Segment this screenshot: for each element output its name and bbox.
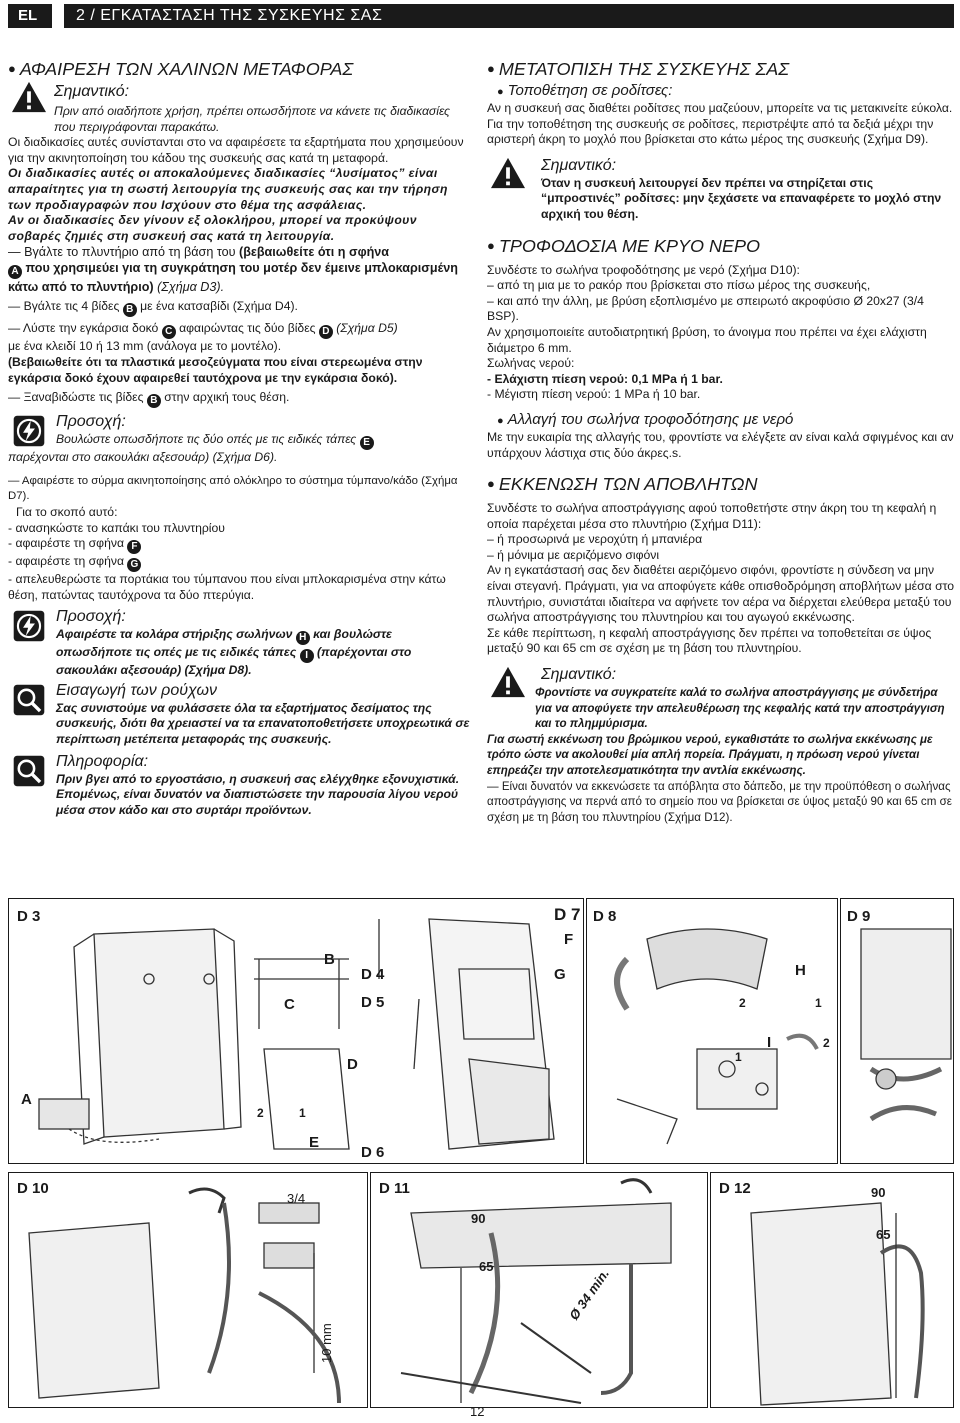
height-90-d12: 90: [871, 1185, 886, 1200]
callout-c: C: [284, 996, 295, 1013]
important-title: Σημαντικό:: [54, 83, 130, 100]
callout-a: A: [21, 1091, 32, 1108]
language-tab: EL: [8, 4, 52, 28]
figure-d8: [586, 898, 838, 1164]
magnifier-icon: [10, 683, 48, 717]
fig-label-d5: D 5: [361, 994, 385, 1011]
section-title-moving: ● ΜΕΤΑΤΟΠΙΣΗ ΤΗΣ ΣΥΣΚΕΥΗΣ ΣΑΣ: [487, 59, 790, 79]
caution-title-1: Προσοχή:: [56, 413, 126, 431]
label-three-quarter: 3/4: [287, 1191, 306, 1206]
section-title-cold-water: ● ΤΡΟΦΟΔΟΣΙΑ ΜΕ ΚΡΥΟ ΝΕΡΟ: [487, 235, 761, 256]
info-text: Πριν βγει από το εργοστάσιο, η συσκευή σας ελέγχθηκε εξονυχιστικά. Επομένως, είναι δυνατόν να διαπιστώσετε την παρουσία λίγου νερού μέσα στον κάδο και στο συρτάρι προϊόντων.: [56, 771, 460, 817]
fig-label-d9: D 9: [847, 908, 871, 925]
para-wheels-2: Για την τοποθέτηση της συσκευής σε ροδίτσες, περιστρέψτε από τα δεξιά μέχρι την αριστερή άκρη το μοχλό που βρίσκεται στο κάτω μέρος της συσκευής (Σχήμα D9).: [487, 116, 934, 147]
left-column: [8, 58, 470, 818]
list-siphon: – ή μόνιμα με αεριζόμενο σιφόνι: [487, 547, 660, 562]
illustration-hose-clamp: [587, 899, 838, 1164]
list-lift-lid: - ανασηκώστε το καπάκι του πλυντηρίου: [8, 520, 225, 535]
marker-f: F: [127, 540, 141, 554]
storage-note: [8, 681, 470, 748]
step-crossbar: — Λύστε την εγκάρσια δοκό C αφαιρώντας τις δύο βίδες D (Σχήμα D5) με ένα κλειδί 10 ή 13 mm (ανάλογα με το μοντέλο).: [8, 321, 398, 354]
step-remove-screws: — Βγάλτε τις 4 βίδες B με ένα κατσαβίδι (Σχήμα D4).: [8, 299, 298, 316]
caution-title-2: Προσοχή:: [56, 608, 126, 626]
fig-label-d12: D 12: [719, 1180, 751, 1197]
d8-num-1a: 1: [815, 996, 822, 1010]
d8-num-2b: 2: [823, 1036, 830, 1050]
subtitle-wheels: ● Τοποθέτηση σε ροδίτσες:: [497, 82, 673, 99]
marker-a: A: [8, 265, 22, 279]
d8-num-2a: 2: [739, 996, 746, 1010]
list-tap: – και από την άλλη, με βρύση εξοπλισμένο με σπειρωτό ακροφύσιο Ø 20x27 (3/4 BSP).: [487, 293, 924, 324]
page-number: 12: [470, 1404, 485, 1419]
num-1: 1: [299, 1106, 306, 1120]
important-text: Πριν από οιαδήποτε χρήση, πρέπει οπωσδήποτε να κάνετε τις διαδικασίες που περιγράφονται παρακάτω.: [54, 104, 450, 134]
list-rear-fitting: – από τη μια με το ρακόρ που βρίσκεται στο πίσω μέρος της συσκευής,: [487, 278, 871, 293]
caution-note-1: [8, 412, 470, 450]
list-wedge-g: - αφαιρέστε τη σφήνα G: [8, 554, 470, 572]
callout-h: H: [795, 962, 806, 979]
magnifier-icon: [10, 754, 48, 788]
illustration-washer-unpacking: [9, 899, 584, 1164]
callout-b: B: [324, 951, 335, 968]
para-unlocking: Οι διαδικασίες αυτές οι αποκαλούμενες διαδικασίες “λυσίματος” είναι απαραίτητες για τη σωστή λειτουργία της συσκευής σας και την τήρηση των προδιαγραφών που Ισχύουν στο θέμα της ασφάλειας.: [8, 166, 448, 212]
storage-text: Σας συνιστούμε να φυλάσσετε όλα τα εξαρτήματος δεσίματος της συσκευής, διότι θα χρειαστεί να τα επανατοποθετήσετε υποχρεωτικά σε περίπτωση μετέπειτα μεταφοράς της συσκευής.: [56, 700, 470, 747]
callout-e: E: [309, 1134, 320, 1151]
illustration-wheels-lever: [841, 899, 954, 1164]
section-title-transport: ● ΑΦΑΙΡΕΣΗ ΤΩΝ ΧΑΛΙΝΩΝ ΜΕΤΑΦΟΡΑΣ: [8, 59, 354, 79]
warning-icon: [489, 156, 527, 190]
marker-b2: B: [147, 394, 161, 408]
para-floor-drain: — Είναι δυνατόν να εκκενώσετε τα απόβλητα στο δάπεδο, με την προϋπόθεση ο σωλήνας αποστράγγισης να περνά από το σημείο που να βρίσκεται σε ύψος μεταξύ 90 και 65 cm σε σχέση με τη βάση του πλυντηρίου (Σχήμα D12).: [487, 779, 952, 824]
para-hose-change: Με την ευκαιρία της αλλαγής του, φροντίστε να ελέγξετε αν είναι καλά σφιγμένος και αν υπάρχουν λάστιχα στις δύο άκρες.s.: [487, 429, 954, 460]
figure-d3-d6: [8, 898, 584, 1164]
callout-i: I: [767, 1034, 772, 1051]
storage-title: Εισαγωγή των ρούχων: [56, 681, 217, 699]
right-column: [487, 58, 955, 825]
list-min-pressure: - Ελάχιστη πίεση νερού: 0,1 MPa ή 1 bar.: [487, 371, 723, 386]
para-wheels-1: Αν η συσκευή σας διαθέτει ροδίτσες που μαζεύουν, μπορείτε να τις μετακινείτε εύκολα.: [487, 101, 953, 115]
important-text-wheels: Όταν η συσκευή λειτουργεί δεν πρέπει να στηρίζεται στις “μπροστινές” ροδίτσες: μην ξεχάσετε να επαναφέρετε το μοχλό στην αρχική του θέση.: [541, 175, 942, 221]
caution-text-2: Αφαιρέστε τα κολάρα στήριξης σωλήνων H και βουλώστε οπωσδήποτε τις οπές με τις ειδικές τάπες I (παρέχονται στο σακουλάκι αξεσουάρ) (Σχήμα D8).: [56, 627, 412, 678]
list-release-doors: - απελευθερώστε τα πορτάκια του τύμπανου που είναι μπλοκαρισμένα στην κάτω θέση, πατώντας ταυτόχρονα τα δύο πτερύγια.: [8, 572, 446, 602]
caution-text-1b: παρέχονται στο σακουλάκι αξεσουάρ) (Σχήμα D6).: [8, 450, 278, 465]
step-rescrew: — Ξαναβιδώστε τις βίδες B στην αρχική τους θέση.: [8, 390, 290, 407]
height-65-d11: 65: [479, 1259, 494, 1274]
warning-icon: [10, 80, 48, 114]
marker-h: H: [296, 631, 310, 645]
illustration-floor-drain: [711, 1173, 954, 1408]
illustration-water-supply: [9, 1173, 368, 1408]
figure-d9: [840, 898, 954, 1164]
section-title-drain: ● ΕΚΚΕΝΩΣΗ ΤΩΝ ΑΠΟΒΛΗΤΩΝ: [487, 474, 758, 495]
label-34-min: Ø 34 min.: [566, 1266, 613, 1323]
chapter-title: 2 / ΕΓΚΑΤΑΣΤΑΣΗ ΤΗΣ ΣΥΣΚΕΥΗΣ ΣΑΣ: [64, 4, 954, 28]
figure-d11: [370, 1172, 708, 1408]
important-title-drain: Σημαντικό:: [541, 666, 617, 684]
list-wedge-f: - αφαιρέστε τη σφήνα F: [8, 536, 470, 554]
important-note-wheels: [487, 156, 955, 223]
important-text-drain-2: Για σωστή εκκένωση του βρώμικου νερού, εγκαθιστάτε το σωλήνα εκκένωσης με τρόπο ώστε να ακολουθεί μία απλή πορεία. Πράγματι, η πρόωση νερού γίνεται επηρεάζει την αποτελεσματικότητα την αντλία εκκένωσης.: [487, 732, 933, 777]
callout-f: F: [564, 931, 574, 948]
callout-g: G: [554, 966, 566, 983]
important-title-wheels: Σημαντικό:: [541, 156, 617, 174]
step-wire: — Αφαιρέστε το σύρμα ακινητοποίησης από ολόκληρο το σύστημα τύμπανο/κάδο (Σχήμα D7).: [8, 474, 458, 503]
d8-num-1b: 1: [735, 1050, 742, 1064]
warning-icon: [489, 665, 527, 699]
important-note-drain: [487, 665, 955, 701]
para-height: Σε κάθε περίπτωση, η κεφαλή αποστράγγισης δεν πρέπει να τοποθετείται σε ύψος μεταξύ 90 και 65 cm σε σχέση με τη βάση του πλυντηρίου.: [487, 625, 932, 656]
caution-text-1: Βουλώστε οπωσδήποτε τις δύο οπές με τις ειδικές τάπες E: [56, 432, 470, 450]
para-drain-hose: Συνδέστε το σωλήνα αποστράγγισης αφού τοποθετήστε στην άκρη του τη κεφαλή η οποία παρέχεται μέσα στο πλυντήριο (Σχήμα D11):: [487, 501, 937, 531]
fig-label-d11: D 11: [379, 1180, 410, 1197]
para-damage: Αν οι διαδικασίες δεν γίνουν εξ ολοκλήρου, μπορεί να προκύψουν σοβαρές ζημιές στη συσκευή σας κατά τη λειτουργία.: [8, 213, 417, 243]
fig-label-d6: D 6: [361, 1144, 385, 1161]
fig-label-d4: D 4: [361, 966, 385, 983]
fig-label-d10: D 10: [17, 1180, 49, 1197]
fig-label-d8: D 8: [593, 908, 617, 925]
marker-b: B: [123, 303, 137, 317]
marker-e: E: [360, 436, 374, 450]
marker-c: C: [162, 325, 176, 339]
important-text-drain: Φροντίστε να συγκρατείτε καλά το σωλήνα αποστράγγισης με σύνδετήρα για να αποφύγετε την απελευθέρωση της κεφαλής κατά την αποστράγγιση και το πλημμύρισμα.: [535, 686, 945, 731]
fig-label-d7: D 7: [554, 905, 581, 924]
height-90-d11: 90: [471, 1211, 486, 1226]
info-note: [8, 752, 470, 819]
para-self-drilling: Αν χρησιμοποιείτε αυτοδιατρητική βρύση, το άνοιγμα που πρέπει να έχει ελάχιστη διάμετρο 6 mm.: [487, 324, 927, 355]
marker-i: I: [300, 649, 314, 663]
marker-d: D: [319, 325, 333, 339]
subtitle-hose-change: ● Αλλαγή του σωλήνα τροφοδότησης με νερό: [497, 410, 794, 428]
label-10mm: 10 mm: [319, 1323, 334, 1363]
height-65-d12: 65: [876, 1227, 891, 1242]
lightning-icon: [10, 609, 48, 643]
para-spacers: (Βεβαιωθείτε ότι τα πλαστικά μεσοζεύγματα που είναι στερεωμένα στην εγκάρσια δοκό έχουν αφαιρεθεί ταυτόχρονα με την εγκάρσια δοκό).: [8, 354, 423, 385]
illustration-drain-sink: [371, 1173, 708, 1408]
step-remove-base: — Βγάλτε το πλυντήριο από τη βάση του (βεβαιωθείτε ότι η σφήνα A που χρησιμεύει για τη συγκράτηση του μοτέρ δεν έμεινε μπλοκαρισμένη κάτω από το πλυντήριο) (Σχήμα D3).: [8, 245, 458, 295]
marker-g: G: [127, 558, 141, 572]
para-procedure: Οι διαδικασίες αυτές συνίστανται στο να αφαιρέσετε τα εξαρτήματα που χρησιμεύουν για την ακινητοποίηση του κάδου της συσκευής σας κατά τη μεταφορά.: [8, 135, 464, 165]
caution-note-2: [8, 607, 470, 679]
callout-d: D: [347, 1056, 358, 1073]
para-water-hose: Σωλήνας νερού:: [487, 356, 575, 371]
important-note: [8, 82, 470, 118]
fig-label-d3: D 3: [17, 908, 41, 925]
para-for-this: Για το σκοπό αυτό:: [16, 504, 118, 519]
figure-d12: [710, 1172, 954, 1408]
list-max-pressure: - Μέγιστη πίεση νερού: 1 MPa ή 10 bar.: [487, 387, 701, 402]
page-header: [0, 0, 960, 30]
num-2: 2: [257, 1106, 264, 1120]
para-supply-hose: Συνδέστε το σωλήνα τροφοδότησης με νερό (Σχήμα D10):: [487, 262, 800, 277]
lightning-icon: [10, 414, 48, 448]
list-sink: – ή προσωρινά με νεροχύτη ή μπανιέρα: [487, 532, 703, 547]
para-siphon: Αν η εγκατάστασή σας δεν διαθέτει αεριζόμενο σιφόνι, φροντίστε η σύνδεση να μην είναι στεγανή. Πράγματι, για να αποφύγετε κάθε οπισθοδρόμηση αποβλήτων μέσα στο πλυντήριο, συνιστάται ιδιαίτερα να αφήνετε τον αέρα να διέρχεται ελεύθερα μεταξύ του σωλήνα αποστράγγισης του πλυντηρίου και του αγωγού εκκένωσης.: [487, 563, 955, 625]
figures-area: [8, 898, 954, 1408]
figure-d10: [8, 1172, 368, 1408]
info-title: Πληροφορία:: [56, 752, 149, 770]
